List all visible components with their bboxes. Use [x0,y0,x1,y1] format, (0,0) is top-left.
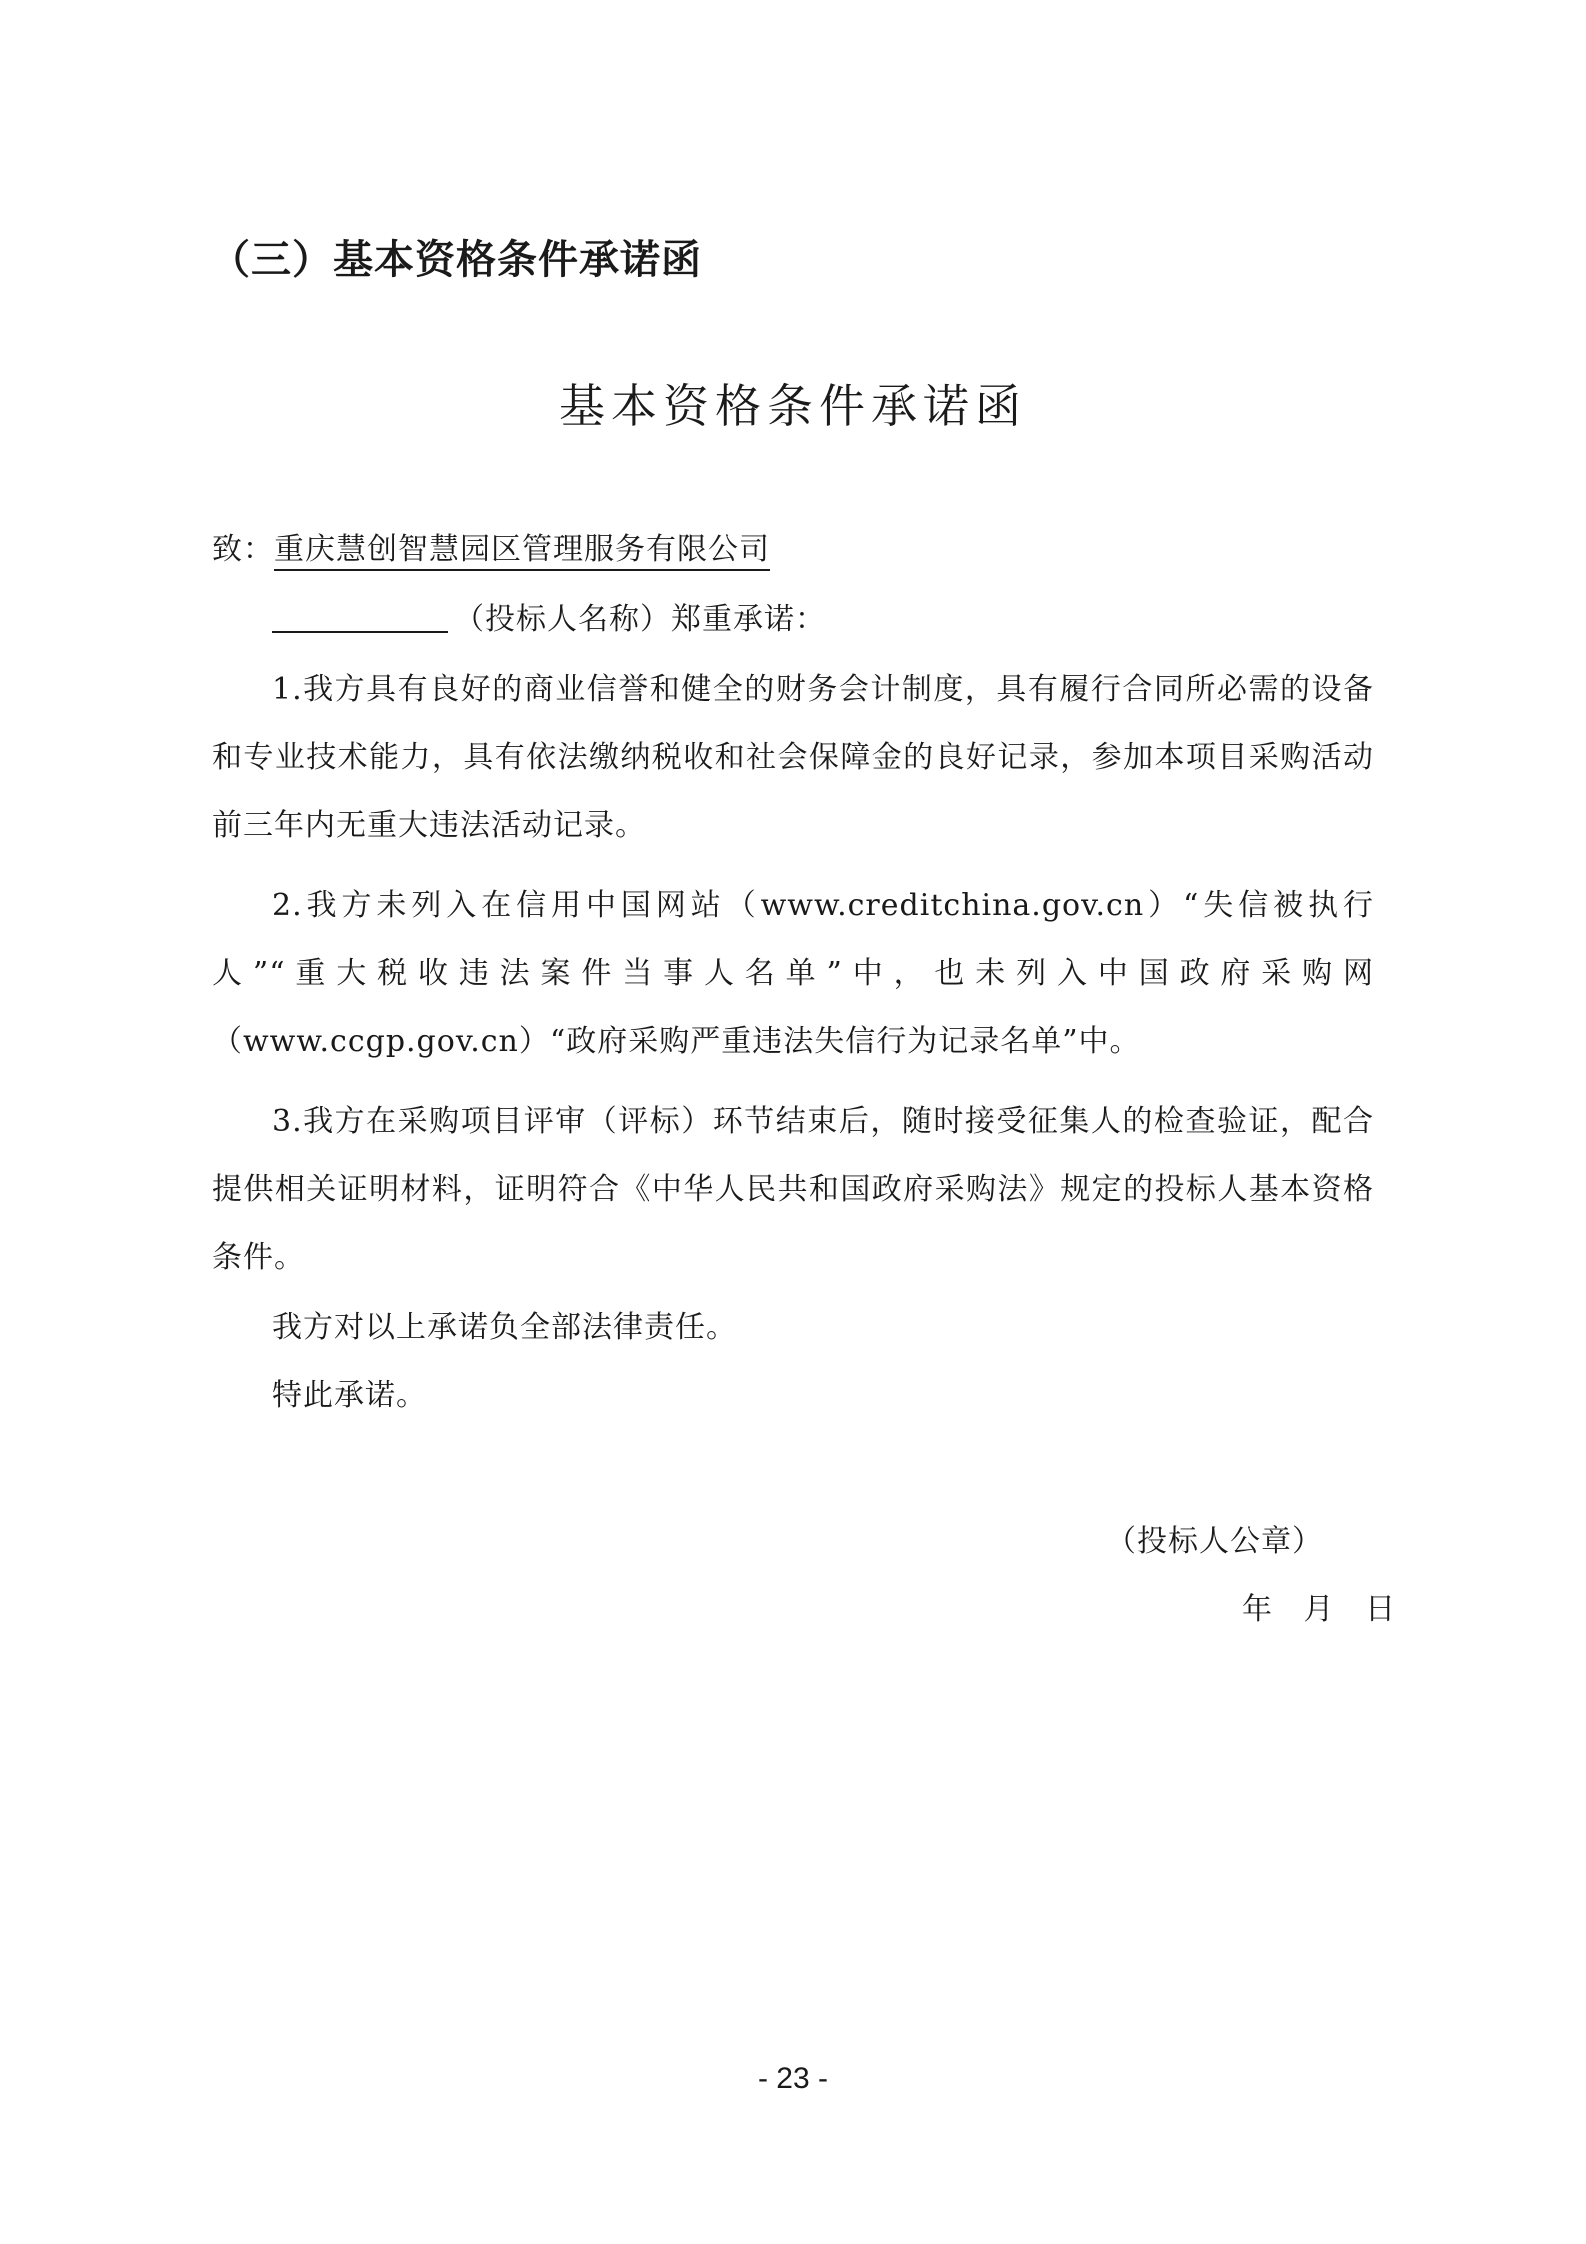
seal-label: （投标人公章） [1106,1524,1323,1559]
addressee-prefix: 致： [212,532,274,567]
pledge-intro-line [272,600,826,640]
addressee-line [212,530,770,570]
document-title: 基本资格条件承诺函 [559,379,1027,433]
closing-statement: 特此承诺。 [272,1378,427,1413]
bidder-name-blank [272,601,448,633]
date-line: 年 月 日 [1242,1592,1397,1627]
commitment-paragraph-1: 1.我方具有良好的商业信誉和健全的财务会计制度，具有履行合同所必需的设备和专业技术能力，具有依法缴纳税收和社会保障金的良好记录，参加本项目采购活动前三年内无重大违法活动记录。 [212,672,1374,843]
commitment-paragraph-3: 3.我方在采购项目评审（评标）环节结束后，随时接受征集人的检查验证，配合提供相关证明材料，证明符合《中华人民共和国政府采购法》规定的投标人基本资格条件。 [212,1104,1374,1275]
page-number: - 23 - [757,2062,829,2095]
addressee-name: 重庆慧创智慧园区管理服务有限公司 [274,532,770,571]
pledge-intro-text: （投标人名称）郑重承诺： [454,602,826,637]
section-heading: （三）基本资格条件承诺函 [210,237,702,283]
liability-statement: 我方对以上承诺负全部法律责任。 [272,1310,737,1345]
commitment-paragraph-2: 2.我方未列入在信用中国网站（www.creditchina.gov.cn）“失信被执行人”“重大税收违法案件当事人名单”中，也未列入中国政府采购网（www.ccgp.gov.cn）“政府采购严重违法失信行为记录名单”中。 [212,888,1374,1059]
